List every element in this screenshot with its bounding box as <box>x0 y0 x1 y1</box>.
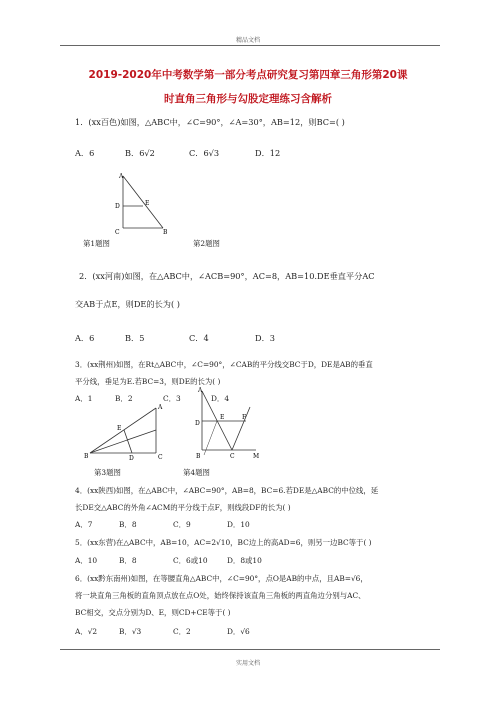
q2-stem-2: 交AB于点E，则DE的长为( ) <box>75 299 180 309</box>
page-header: 精品文档 <box>235 37 260 44</box>
fig1-label-a: A <box>119 173 124 180</box>
fig3-label-d: D <box>129 455 134 460</box>
fig3-label-b: B <box>84 453 89 460</box>
q5-options <box>75 555 262 567</box>
fig4-label-b: B <box>196 453 201 460</box>
q4-options <box>75 519 250 531</box>
fig3-label-c: C <box>158 454 163 460</box>
q6-option-b: B．√3 <box>119 627 142 636</box>
fig4-label-c: C <box>230 453 235 460</box>
q5-option-d: D．8或10 <box>227 556 262 565</box>
q4-option-b: B．8 <box>119 520 137 529</box>
q1-option-c: C．6√3 <box>189 148 220 158</box>
header-rule <box>60 45 440 46</box>
fig2-caption: 第2题图 <box>193 239 220 248</box>
doc-title-line-1: 2019-2020年中考数学第一部分考点研究复习第四章三角形第20课 <box>88 69 408 81</box>
q4-option-d: D．10 <box>227 520 250 529</box>
q5-option-c: C．6或10 <box>173 556 208 565</box>
fig4-label-e: E <box>220 414 225 421</box>
q2-option-d: D．3 <box>255 333 275 343</box>
footer-rule <box>60 649 440 650</box>
fig4-label-f: F <box>242 414 247 421</box>
fig1-label-b: B <box>163 229 168 236</box>
fig4-label-m: M <box>253 453 260 460</box>
q1-stem: 1．(xx百色)如图，△ABC中，∠C=90°，∠A=30°，AB=12，则BC=( ) <box>75 117 345 127</box>
q3-option-d: D．4 <box>211 394 230 403</box>
figure-1-triangle <box>105 170 185 240</box>
page-footer: 实用文档 <box>235 660 260 667</box>
doc-title-line-2: 时直角三角形与勾股定理练习含解析 <box>164 93 332 105</box>
q1-options <box>75 147 280 159</box>
q3-option-a: A．1 <box>75 394 93 403</box>
q6-option-d: D．√6 <box>227 627 250 636</box>
q2-stem-1: 2．(xx河南)如图，在△ABC中，∠ACB=90°，AC=8，AB=10.DE垂直平分AC <box>79 271 375 281</box>
fig1-label-e: E <box>145 200 150 207</box>
q1-option-a: A．6 <box>75 148 95 158</box>
q6-stem-3: BC相交，交点分别为D、E，则CD+CE等于( ) <box>75 608 231 617</box>
figure-3-triangle <box>80 400 170 460</box>
q4-stem-1: 4．(xx陕西)如图，在△ABC中，∠ABC=90°，AB=8，BC=6.若DE是△ABC的中位线，延 <box>75 486 379 495</box>
fig1-label-d: D <box>115 203 120 210</box>
figure-4-triangle <box>190 385 270 465</box>
q4-option-a: A．7 <box>75 520 93 529</box>
q4-stem-2: 长DE交△ABC的外角∠ACM的平分线于点F，则线段DF的长为( ) <box>75 503 291 512</box>
fig3-caption: 第3题图 <box>94 468 121 477</box>
q6-options <box>75 626 250 638</box>
fig1-label-c: C <box>115 229 120 236</box>
fig4-label-a: A <box>198 387 203 394</box>
q6-option-a: A．√2 <box>75 627 98 636</box>
q5-option-a: A．10 <box>75 556 98 565</box>
fig3-label-a: A <box>158 404 163 411</box>
fig4-caption: 第4题图 <box>183 468 210 477</box>
q3-stem-1: 3．(xx荆州)如图，在Rt△ABC中，∠C=90°，∠CAB的平分线交BC于D，DE是AB的垂直 <box>75 360 373 369</box>
q3-option-c: C．3 <box>163 394 181 403</box>
q4-option-c: C．9 <box>173 520 191 529</box>
q2-option-b: B．5 <box>125 333 145 343</box>
q1-option-b: B．6√2 <box>125 148 155 158</box>
q1-option-d: D．12 <box>255 148 281 158</box>
q5-option-b: B．8 <box>119 556 137 565</box>
q6-stem-1: 6．(xx黔东南州)如图，在等腰直角△ABC中，∠C=90°，点O是AB的中点，且AB=√6， <box>75 574 368 583</box>
q6-option-c: C．2 <box>173 627 191 636</box>
fig4-label-d: D <box>195 420 200 427</box>
q2-options <box>75 332 275 344</box>
q2-option-c: C．4 <box>189 333 209 343</box>
q6-stem-2: 将一块直角三角板的直角顶点放在点O处，始终保持该直角三角板的两直角边分别与AC、 <box>75 591 366 600</box>
fig3-label-e: E <box>117 425 122 432</box>
q5-stem: 5．(xx东营)在△ABC中，AB=10，AC=2√10，BC边上的高AD=6，则另一边BC等于( ) <box>75 538 372 547</box>
q2-option-a: A．6 <box>75 333 95 343</box>
fig1-caption: 第1题图 <box>83 239 110 248</box>
q3-stem-2: 平分线，垂足为E.若BC=3，则DE的长为( ) <box>75 377 221 386</box>
q3-option-b: B．2 <box>115 394 133 403</box>
